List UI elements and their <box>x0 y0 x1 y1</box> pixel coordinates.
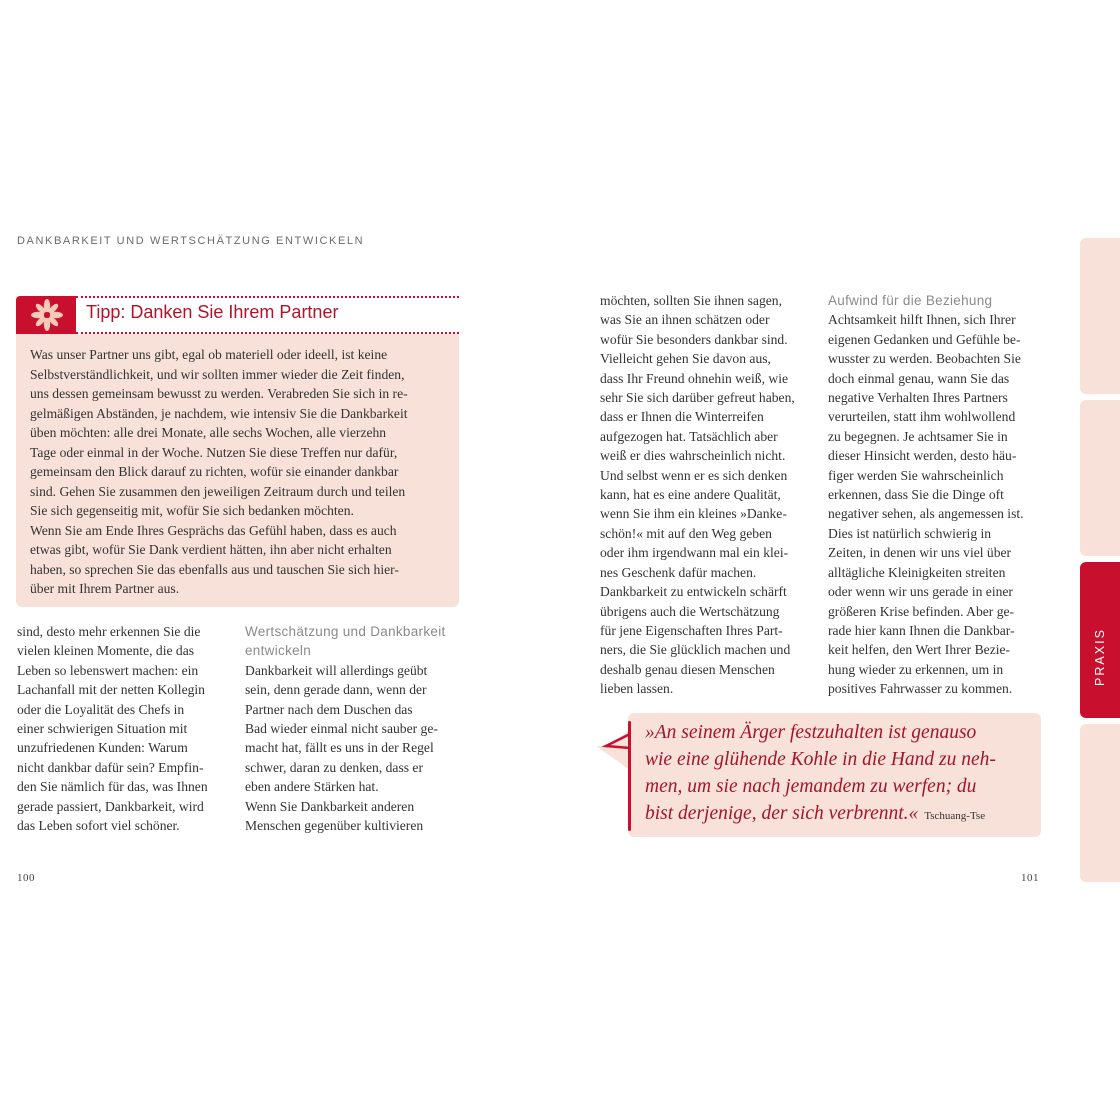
body-line: rade hier kann Ihnen die Dankbar- <box>828 622 1015 638</box>
body-line: Partner nach dem Duschen das <box>245 701 413 717</box>
body-line: für jene Eigenschaften Ihres Part- <box>600 622 783 638</box>
body-line: oder ihm irgendwann mal ein klei- <box>600 545 789 561</box>
column-4 <box>828 291 1048 699</box>
body-line: verurteilen, statt ihm wohlwollend <box>828 409 1016 425</box>
tip-line: uns dessen gemeinsam bewusst zu werden. Verabreden Sie sich in re- <box>30 386 408 401</box>
body-line: sind, desto mehr erkennen Sie die <box>17 624 201 639</box>
body-line: ners, die Sie glücklich machen und <box>600 642 791 658</box>
body-line: zu begegnen. Je achtsamer Sie in <box>828 428 1008 444</box>
body-line: eben andere Stärken hat. <box>245 779 379 795</box>
body-line: vielen kleinen Momente, die das <box>17 643 195 659</box>
tip-line: gelmäßigen Abständen, je nachdem, wie intensiv Sie die Dankbarkeit <box>30 405 408 421</box>
body-line: aufgezogen hat. Tatsächlich aber <box>600 428 778 444</box>
body-line: möchten, sollten Sie ihnen sagen, <box>600 293 782 308</box>
tip-title-bar <box>76 296 459 334</box>
body-line: figer werden Sie wahrscheinlich <box>828 467 1004 483</box>
tip-line: sind. Gehen Sie zusammen den jeweiligen Zeitraum durch und teilen <box>30 483 406 499</box>
body-line: kann, hat es eine andere Qualität, <box>600 487 781 503</box>
page-number-left: 100 <box>17 872 35 884</box>
quote-line: »An seinem Ärger festzuhalten ist genauso <box>645 722 977 743</box>
body-line: schwer, daran zu denken, dass er <box>245 759 423 775</box>
tip-icon-badge <box>16 296 76 334</box>
quote-line: men, um sie nach jemandem zu werfen; du <box>645 776 977 797</box>
body-line: das Leben sofort viel schöner. <box>17 818 180 834</box>
side-tab-label: PRAXIS <box>1093 628 1107 686</box>
body-line: Und selbst wenn er es sich denken <box>600 467 788 483</box>
body-line: Leben so lebenswert machen: ein <box>17 662 199 678</box>
body-line: hung wieder zu erkennen, um in <box>828 661 1004 677</box>
page-number-right: 101 <box>1021 872 1039 884</box>
speech-pointer-icon <box>596 730 632 790</box>
body-line: deshalb genau diesen Menschen <box>600 661 775 677</box>
tip-box <box>16 293 459 607</box>
body-line: keit helfen, den Wert Ihrer Bezie- <box>828 642 1011 658</box>
subheading: entwickeln <box>245 643 312 659</box>
column-3 <box>600 291 815 699</box>
body-line: Dies ist natürlich schwierig in <box>828 525 992 541</box>
quote-line: wie eine glühende Kohle in die Hand zu neh- <box>645 749 996 770</box>
quote-text <box>645 719 1037 830</box>
body-line: macht hat, fällt es uns in der Regel <box>245 740 434 756</box>
tip-line: üben möchten: alle drei Monate, alle sechs Wochen, alle vierzehn <box>30 425 387 440</box>
tip-line: Tage oder einmal in der Woche. Nutzen Sie diese Treffen nur dafür, <box>30 444 398 460</box>
column-2 <box>245 622 465 835</box>
body-line: negative Verhalten Ihres Partners <box>828 390 1008 406</box>
tip-line: Selbstverständlichkeit, und wir sollten immer wieder die Zeit finden, <box>30 366 405 382</box>
body-line: Menschen gegenüber kultivieren <box>245 818 424 834</box>
body-line: positives Fahrwasser zu kommen. <box>828 681 1013 697</box>
body-line: den Sie nämlich für das, was Ihnen <box>17 779 208 795</box>
body-line: lieben lassen. <box>600 681 674 697</box>
body-line: weiß er dies wahrscheinlich nicht. <box>600 448 786 464</box>
body-line: doch einmal genau, wann Sie das <box>828 370 1010 386</box>
tip-title: Tipp: Danken Sie Ihrem Partner <box>86 302 339 322</box>
body-line: dass er Ihnen die Winterreifen <box>600 409 764 425</box>
body-line: gerade passiert, Dankbarkeit, wird <box>17 798 204 814</box>
tip-line: Was unser Partner uns gibt, egal ob materiell oder ideell, ist keine <box>30 347 388 362</box>
tip-line: etwas gibt, wofür Sie Dank verdient hätten, ihn aber nicht erhalten <box>30 542 392 557</box>
side-tab[interactable] <box>1080 400 1120 556</box>
body-line: schön!« mit auf den Weg geben <box>600 525 772 541</box>
body-line: nicht dankbar dafür sein? Empfin- <box>17 759 204 775</box>
body-line: größeren Krise befinden. Aber ge- <box>828 603 1015 619</box>
body-line: nes Geschenk dafür machen. <box>600 564 757 580</box>
side-tab[interactable] <box>1080 238 1120 394</box>
column-1 <box>17 622 232 835</box>
body-line: Wenn Sie Dankbarkeit anderen <box>245 798 415 814</box>
quote-box <box>628 713 1041 837</box>
body-line: Vielleicht gehen Sie davon aus, <box>600 351 771 367</box>
body-line: übrigens auch die Wertschätzung <box>600 603 780 619</box>
body-line: Dankbarkeit zu entwickeln schärft <box>600 584 787 600</box>
body-line: was Sie an ihnen schätzen oder <box>600 312 770 328</box>
tip-line: über mit Ihrem Partner aus. <box>30 581 180 596</box>
star-flower-icon <box>29 297 65 333</box>
quote-line: bist derjenige, der sich verbrennt.« <box>645 803 919 824</box>
body-line: Achtsamkeit hilft Ihnen, sich Ihrer <box>828 312 1016 328</box>
tip-line: haben, so sprechen Sie das ebenfalls aus und tauschen Sie sich hier- <box>30 561 399 577</box>
body-line: erkennen, dass Sie die Dinge oft <box>828 487 1004 503</box>
body-line: oder die Loyalität des Chefs in <box>17 701 185 717</box>
body-line: Dankbarkeit will allerdings geübt <box>245 662 428 678</box>
body-line: Bad wieder einmal nicht sauber ge- <box>245 721 438 737</box>
quote-accent-bar <box>628 721 631 831</box>
body-line: dieser Hinsicht werden, desto häu- <box>828 448 1017 464</box>
side-tab[interactable] <box>1080 724 1120 882</box>
side-tab-praxis[interactable] <box>1080 562 1120 718</box>
tip-line: Wenn Sie am Ende Ihres Gesprächs das Gefühl haben, dass es auch <box>30 522 397 538</box>
body-line: oder wenn wir uns gerade in einer <box>828 584 1013 600</box>
body-line: alltägliche Kleinigkeiten streiten <box>828 564 1006 580</box>
subheading: Aufwind für die Beziehung <box>828 293 993 308</box>
quote-line-last <box>645 800 1037 830</box>
body-line: dass Ihr Freund ohnehin weiß, wie <box>600 370 789 386</box>
running-head: DANKBARKEIT UND WERTSCHÄTZUNG ENTWICKELN <box>17 235 365 247</box>
body-line: wofür Sie besonders dankbar sind. <box>600 331 788 347</box>
body-line: Lachanfall mit der netten Kollegin <box>17 682 205 698</box>
body-line: eigenen Gedanken und Gefühle be- <box>828 331 1021 347</box>
body-line: sehr Sie sich darüber gefreut haben, <box>600 390 795 406</box>
body-line: unzufriedenen Kunden: Warum <box>17 740 188 756</box>
body-line: Zeiten, in denen wir uns viel über <box>828 545 1012 561</box>
body-line: einer schwierigen Situation mit <box>17 721 188 737</box>
body-line: wenn Sie ihm ein kleines »Danke- <box>600 506 787 522</box>
body-line: negativer sehen, als angemessen ist. <box>828 506 1024 522</box>
subheading: Wertschätzung und Dankbarkeit <box>245 624 446 639</box>
quote-author: Tschuang-Tse <box>924 810 986 822</box>
body-line: sein, denn gerade dann, wenn der <box>245 682 427 698</box>
tip-line: Sie sich gegenseitig mit, wofür Sie sich bedanken möchten. <box>30 503 354 518</box>
tip-text <box>30 345 450 599</box>
tip-line: gemeinsam den Blick darauf zu richten, wofür sie einander dankbar <box>30 464 399 479</box>
body-line: wusster zu werden. Beobachten Sie <box>828 351 1021 367</box>
